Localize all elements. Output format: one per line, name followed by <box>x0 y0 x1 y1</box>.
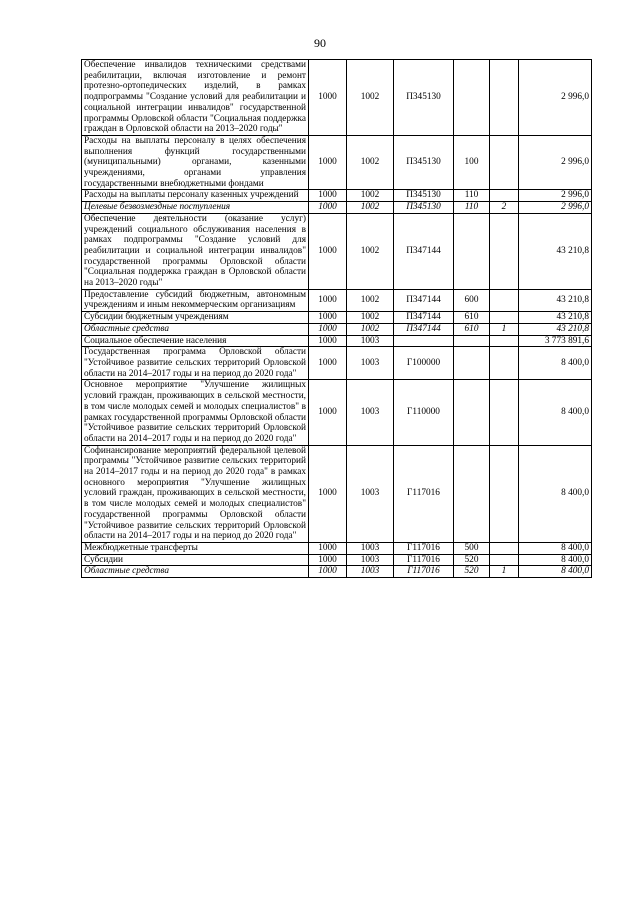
target-article-code: П345130 <box>394 190 454 202</box>
source-code <box>490 312 519 324</box>
subsection-code: 1002 <box>347 190 394 202</box>
table-row <box>82 289 592 311</box>
subsection-code: 1003 <box>347 445 394 542</box>
amount: 2 996,0 <box>519 190 592 202</box>
subsection-code: 1002 <box>347 60 394 136</box>
table-row <box>82 347 592 380</box>
subsection-code: 1002 <box>347 312 394 324</box>
expense-type-code: 500 <box>454 542 490 554</box>
section-code: 1000 <box>309 566 347 578</box>
amount: 8 400,0 <box>519 380 592 445</box>
table-row <box>82 566 592 578</box>
expense-type-code <box>454 380 490 445</box>
item-name: Обеспечение инвалидов техническими средствами реабилитации, включая изготовление и ремонт протезно-ортопедических изделий, в рамках подпрограммы "Создание условий для реабилитации и социальной интеграции инвалидов" государственной программы Орловской области "Социальная поддержка граждан в Орловской области на 2013–2020 годы" <box>82 60 309 136</box>
target-article-code: Г117016 <box>394 542 454 554</box>
section-code: 1000 <box>309 347 347 380</box>
target-article-code: П347144 <box>394 213 454 289</box>
item-name: Субсидии бюджетным учреждениям <box>82 312 309 324</box>
source-code: 1 <box>490 566 519 578</box>
amount: 8 400,0 <box>519 566 592 578</box>
item-name: Целевые безвозмездные поступления <box>82 202 309 214</box>
target-article-code: Г100000 <box>394 347 454 380</box>
subsection-code: 1003 <box>347 347 394 380</box>
source-code <box>490 380 519 445</box>
subsection-code: 1002 <box>347 202 394 214</box>
target-article-code: Г117016 <box>394 554 454 566</box>
target-article-code: Г110000 <box>394 380 454 445</box>
table-row <box>82 213 592 289</box>
subsection-code: 1002 <box>347 289 394 311</box>
section-code: 1000 <box>309 445 347 542</box>
table-row <box>82 60 592 136</box>
section-code: 1000 <box>309 542 347 554</box>
target-article-code: Г117016 <box>394 445 454 542</box>
amount: 8 400,0 <box>519 445 592 542</box>
target-article-code <box>394 335 454 347</box>
expense-type-code <box>454 335 490 347</box>
expense-type-code: 600 <box>454 289 490 311</box>
section-code: 1000 <box>309 190 347 202</box>
table-row <box>82 335 592 347</box>
target-article-code: П345130 <box>394 202 454 214</box>
section-code: 1000 <box>309 380 347 445</box>
table-body <box>82 60 592 578</box>
table-row <box>82 554 592 566</box>
expense-type-code: 110 <box>454 190 490 202</box>
item-name: Государственная программа Орловской области "Устойчивое развитие сельских территорий Орловской области на 2014–2017 годы и на период до 2020 года" <box>82 347 309 380</box>
section-code: 1000 <box>309 289 347 311</box>
expense-type-code <box>454 347 490 380</box>
target-article-code: П347144 <box>394 323 454 335</box>
subsection-code: 1002 <box>347 323 394 335</box>
target-article-code: Г117016 <box>394 566 454 578</box>
amount: 8 400,0 <box>519 554 592 566</box>
subsection-code: 1003 <box>347 380 394 445</box>
expense-type-code: 520 <box>454 566 490 578</box>
item-name: Расходы на выплаты персоналу в целях обеспечения выполнения функций государственными (муниципальными) органами, казенными учреждениями, органами управления государственными внебюджетными фондами <box>82 135 309 190</box>
table-row <box>82 135 592 190</box>
table-row <box>82 323 592 335</box>
source-code: 2 <box>490 202 519 214</box>
table-row <box>82 380 592 445</box>
section-code: 1000 <box>309 60 347 136</box>
section-code: 1000 <box>309 202 347 214</box>
expense-type-code: 520 <box>454 554 490 566</box>
section-code: 1000 <box>309 312 347 324</box>
amount: 3 773 891,6 <box>519 335 592 347</box>
subsection-code: 1003 <box>347 554 394 566</box>
target-article-code: П345130 <box>394 60 454 136</box>
expense-type-code <box>454 213 490 289</box>
section-code: 1000 <box>309 135 347 190</box>
source-code <box>490 445 519 542</box>
subsection-code: 1002 <box>347 135 394 190</box>
item-name: Областные средства <box>82 566 309 578</box>
item-name: Социальное обеспечение населения <box>82 335 309 347</box>
section-code: 1000 <box>309 335 347 347</box>
table-row <box>82 202 592 214</box>
amount: 43 210,8 <box>519 312 592 324</box>
table-row <box>82 542 592 554</box>
item-name: Основное мероприятие "Улучшение жилищных условий граждан, проживающих в сельской местности, в том числе молодых семей и молодых специалистов" в рамках государственной программы Орловской области "Устойчивое развитие сельских территорий Орловской области на 2014–2017 годы и на период до 2020 года" <box>82 380 309 445</box>
source-code <box>490 190 519 202</box>
expense-type-code <box>454 60 490 136</box>
expense-type-code: 100 <box>454 135 490 190</box>
item-name: Расходы на выплаты персоналу казенных учреждений <box>82 190 309 202</box>
source-code <box>490 213 519 289</box>
item-name: Софинансирование мероприятий федеральной целевой программы "Устойчивое развитие сельских территорий на 2014–2017 годы и на период до 2020 года" в рамках основного мероприятия "Улучшение жилищных условий граждан, проживающих в сельской местности, в том числе молодых семей и молодых специалистов" государственной программы Орловской области "Устойчивое развитие сельских территорий Орловской области на 2014–2017 годы и на период до 2020 года" <box>82 445 309 542</box>
expense-type-code: 610 <box>454 323 490 335</box>
source-code: 1 <box>490 323 519 335</box>
target-article-code: П345130 <box>394 135 454 190</box>
source-code <box>490 335 519 347</box>
section-code: 1000 <box>309 554 347 566</box>
target-article-code: П347144 <box>394 312 454 324</box>
section-code: 1000 <box>309 323 347 335</box>
subsection-code: 1002 <box>347 213 394 289</box>
table-row <box>82 312 592 324</box>
amount: 8 400,0 <box>519 347 592 380</box>
subsection-code: 1003 <box>347 566 394 578</box>
item-name: Межбюджетные трансферты <box>82 542 309 554</box>
amount: 43 210,8 <box>519 213 592 289</box>
target-article-code: П347144 <box>394 289 454 311</box>
table-row <box>82 190 592 202</box>
subsection-code: 1003 <box>347 542 394 554</box>
item-name: Субсидии <box>82 554 309 566</box>
amount: 2 996,0 <box>519 60 592 136</box>
amount: 2 996,0 <box>519 202 592 214</box>
subsection-code: 1003 <box>347 335 394 347</box>
source-code <box>490 347 519 380</box>
amount: 8 400,0 <box>519 542 592 554</box>
section-code: 1000 <box>309 213 347 289</box>
expense-type-code <box>454 445 490 542</box>
item-name: Обеспечение деятельности (оказание услуг) учреждений социального обслуживания населения в рамках подпрограммы "Создание условий для реабилитации и социальной интеграции инвалидов" государственной программы Орловской области "Социальная поддержка граждан в Орловской области на 2013–2020 годы" <box>82 213 309 289</box>
page-number: 90 <box>314 36 326 50</box>
item-name: Предоставление субсидий бюджетным, автономным учреждениям и иным некоммерческим организациям <box>82 289 309 311</box>
amount: 2 996,0 <box>519 135 592 190</box>
amount: 43 210,8 <box>519 289 592 311</box>
source-code <box>490 289 519 311</box>
item-name: Областные средства <box>82 323 309 335</box>
expense-type-code: 110 <box>454 202 490 214</box>
expense-type-code: 610 <box>454 312 490 324</box>
source-code <box>490 60 519 136</box>
source-code <box>490 542 519 554</box>
table-row <box>82 445 592 542</box>
budget-table <box>81 59 592 578</box>
source-code <box>490 135 519 190</box>
source-code <box>490 554 519 566</box>
amount: 43 210,8 <box>519 323 592 335</box>
